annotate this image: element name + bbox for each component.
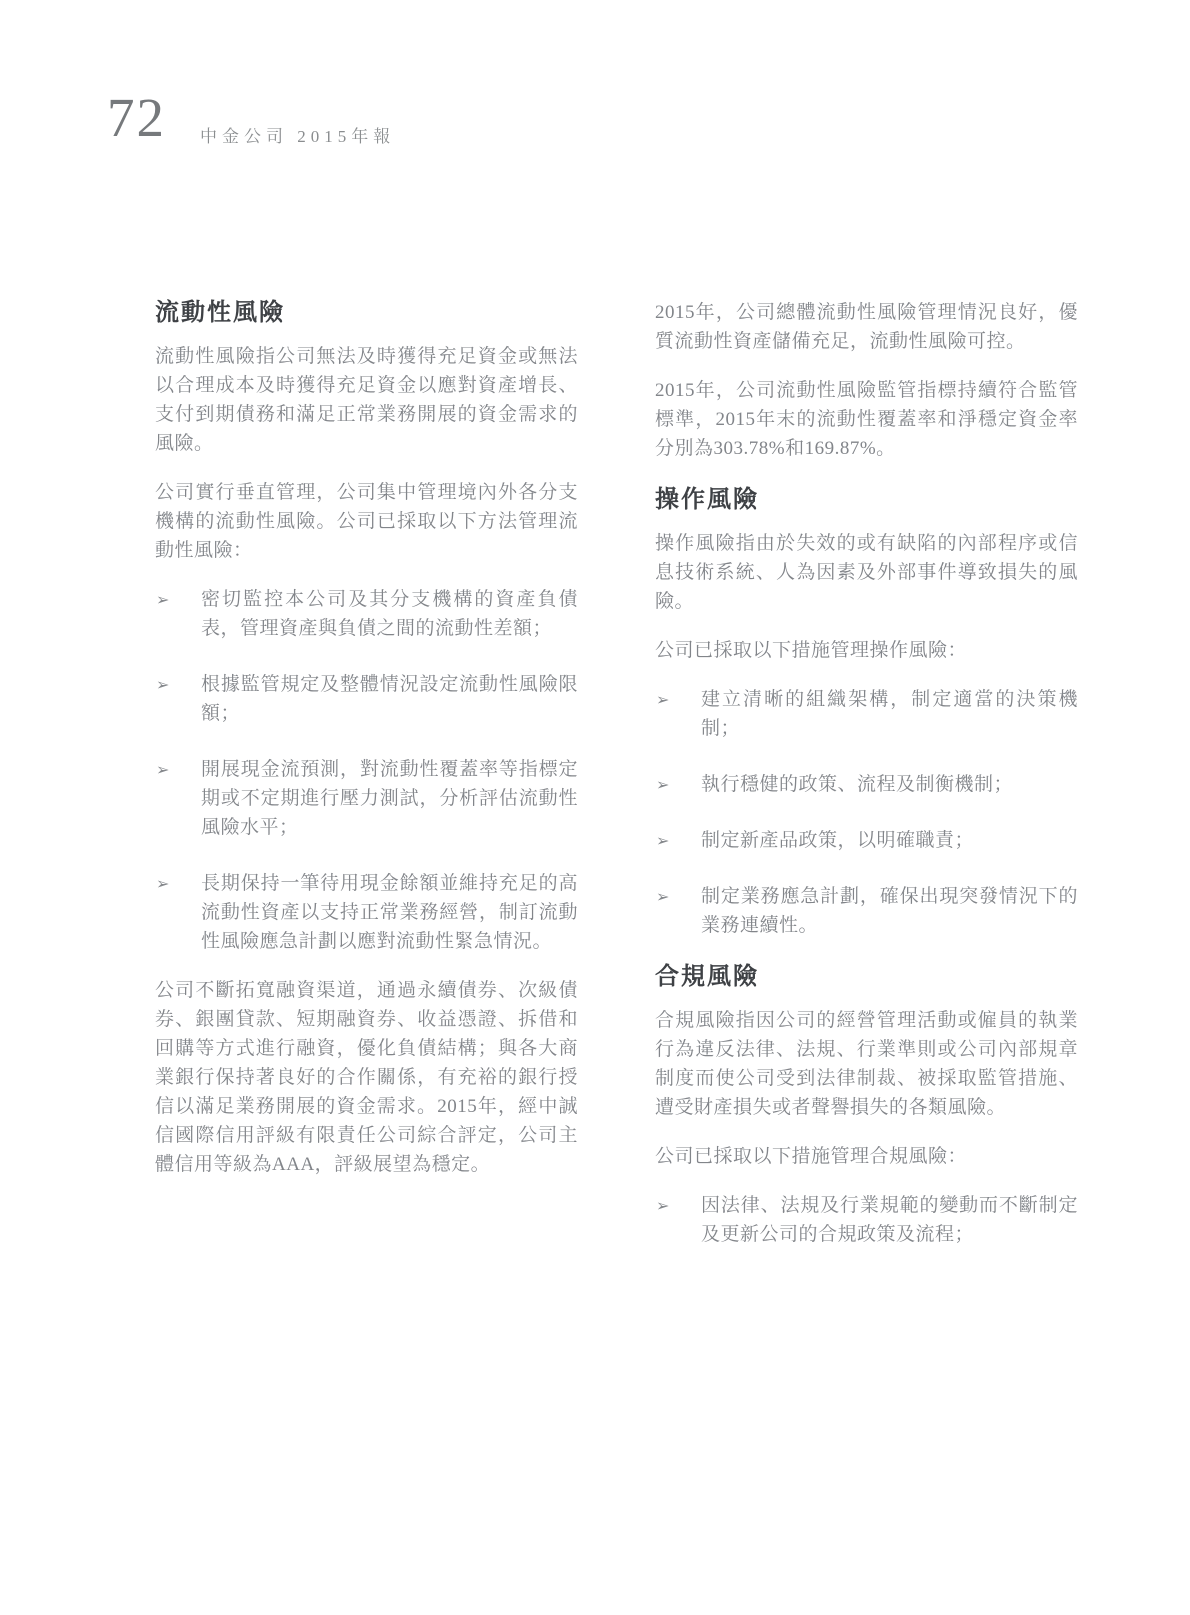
liquidity-measures-list (155, 585, 578, 956)
right-column (655, 298, 1078, 1269)
page-content (155, 298, 1078, 1269)
liquidity-management-paragraph: 公司實行垂直管理，公司集中管理境內外各分支機構的流動性風險。公司已採取以下方法管理流動性風險： (155, 482, 578, 561)
arrowhead-bullet-icon: ➢ (156, 592, 170, 609)
left-column (155, 298, 578, 1269)
list-item (655, 770, 1078, 799)
section-heading-operational-risk: 操作風險 (655, 487, 759, 513)
report-title: 中金公司 2015年報 (200, 127, 396, 146)
list-item (155, 755, 578, 842)
liquidity-ratio-paragraph: 2015年，公司流動性風險監管指標持續符合監管標準，2015年末的流動性覆蓋率和淨穩定資金率分別為303.78%和169.87%。 (655, 380, 1078, 459)
list-item-text: 長期保持一筆待用現金餘額並維持充足的高流動性資產以支持正常業務經營，制訂流動性風險應急計劃以應對流動性緊急情況。 (201, 873, 578, 952)
arrowhead-bullet-icon: ➢ (656, 777, 670, 794)
compliance-measures-intro-paragraph: 公司已採取以下措施管理合規風險： (655, 1146, 968, 1167)
list-item (155, 585, 578, 643)
arrowhead-bullet-icon: ➢ (156, 876, 170, 893)
operational-measures-intro-paragraph: 公司已採取以下措施管理操作風險： (655, 640, 968, 661)
page-number: 72 (107, 87, 166, 148)
financing-channels-paragraph: 公司不斷拓寬融資渠道，通過永續債券、次級債券、銀團貸款、短期融資券、收益憑證、拆借和回購等方式進行融資，優化負債結構；與各大商業銀行保持著良好的合作關係，有充裕的銀行授信以滿足業務開展的資金需求。2015年，經中誠信國際信用評級有限責任公司綜合評定，公司主體信用等級為AAA，評級展望為穩定。 (155, 980, 578, 1175)
section-heading-compliance-risk: 合規風險 (655, 964, 759, 990)
arrowhead-bullet-icon: ➢ (656, 833, 670, 850)
list-item (155, 670, 578, 728)
list-item-text: 因法律、法規及行業規範的變動而不斷制定及更新公司的合規政策及流程； (701, 1195, 1078, 1245)
operational-definition-paragraph: 操作風險指由於失效的或有缺陷的內部程序或信息技術系統、人為因素及外部事件導致損失的風險。 (655, 533, 1078, 612)
list-item (655, 685, 1078, 743)
arrowhead-bullet-icon: ➢ (656, 692, 670, 709)
list-item (655, 1191, 1078, 1249)
compliance-measures-list (655, 1191, 1078, 1249)
list-item (655, 826, 1078, 855)
list-item (655, 882, 1078, 940)
arrowhead-bullet-icon: ➢ (156, 677, 170, 694)
list-item-text: 建立清晰的組織架構，制定適當的決策機制； (701, 689, 1078, 739)
arrowhead-bullet-icon: ➢ (156, 762, 170, 779)
list-item-text: 密切監控本公司及其分支機構的資產負債表，管理資產與負債之間的流動性差額； (201, 589, 578, 639)
arrowhead-bullet-icon: ➢ (656, 889, 670, 906)
liquidity-status-paragraph: 2015年，公司總體流動性風險管理情況良好，優質流動性資產儲備充足，流動性風險可控。 (655, 302, 1078, 352)
section-heading-liquidity-risk: 流動性風險 (155, 300, 285, 326)
list-item (155, 869, 578, 956)
operational-measures-list (655, 685, 1078, 940)
list-item-text: 開展現金流預測，對流動性覆蓋率等指標定期或不定期進行壓力測試，分析評估流動性風險水平； (201, 759, 578, 838)
liquidity-definition-paragraph: 流動性風險指公司無法及時獲得充足資金或無法以合理成本及時獲得充足資金以應對資產增長、支付到期債務和滿足正常業務開展的資金需求的風險。 (155, 346, 578, 454)
list-item-text: 制定新產品政策，以明確職責； (701, 830, 975, 851)
list-item-text: 執行穩健的政策、流程及制衡機制； (701, 774, 1014, 795)
list-item-text: 根據監管規定及整體情況設定流動性風險限額； (201, 674, 578, 724)
compliance-definition-paragraph: 合規風險指因公司的經營管理活動或僱員的執業行為違反法律、法規、行業準則或公司內部規章制度而使公司受到法律制裁、被採取監管措施、遭受財產損失或者聲譽損失的各類風險。 (655, 1010, 1078, 1118)
arrowhead-bullet-icon: ➢ (656, 1198, 670, 1215)
list-item-text: 制定業務應急計劃，確保出現突發情況下的業務連續性。 (701, 886, 1078, 936)
